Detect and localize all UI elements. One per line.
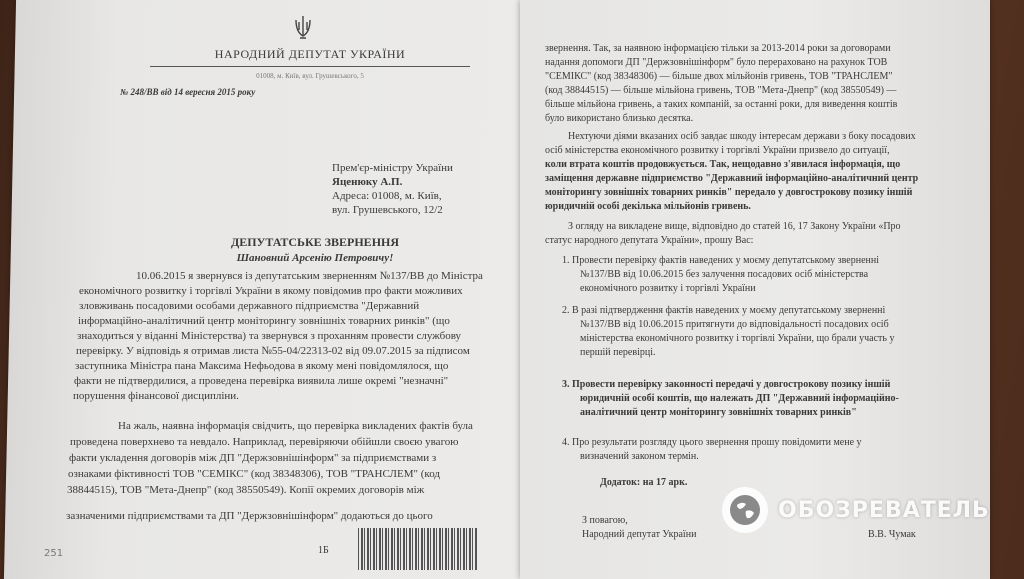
- globe-logo-icon: [722, 487, 768, 533]
- signatory-name: В.В. Чумак: [868, 529, 916, 540]
- body-line: знаходиться у віданні Міністерства) та звернувся з проханням провести службову: [77, 330, 462, 342]
- addressee-line-4: вул. Грушевського, 12/2: [332, 204, 443, 216]
- body-line: зазначеними підприємствами та ДП "Держзовнішінформ" додаються до цього: [66, 510, 433, 522]
- body-line: (код 38844515) — більше мільйона гривень, ТОВ "Мета-Днепр" (код 38550549) —: [545, 85, 897, 96]
- body-line: На жаль, наявна інформація свідчить, що перевірка викладених фактів була: [118, 420, 473, 432]
- request-item-3-line: 3. Провести перевірку законності передачі у довгострокову позику іншій: [562, 379, 891, 390]
- body-line: інформаційно-аналітичний центр моніторингу зовнішніх товарних ринків" (що: [78, 315, 450, 327]
- request-item-3-line: аналітичний центр моніторингу зовнішніх товарних ринків": [580, 407, 857, 418]
- body-line: З огляду на викладене вище, відповідно до статей 16, 17 Закону України «Про: [568, 221, 901, 232]
- body-line: 38844515), ТОВ "Мета-Днепр" (код 38550549). Копії окремих договорів між: [67, 484, 425, 496]
- handwritten-note: 251: [44, 548, 64, 559]
- body-line: юридичній особі декілька мільйонів гривень.: [545, 201, 751, 212]
- registration-barcode: [358, 528, 478, 570]
- request-item-2-line: 2. В разі підтвердження фактів наведених у моєму депутатському зверненні: [562, 305, 886, 316]
- body-line: осіб міністерства економічного розвитку і торгівлі України призвело до ситуації,: [545, 145, 890, 156]
- reference-number: № 248/ВВ від 14 вересня 2015 року: [120, 87, 256, 97]
- document-heading: ДЕПУТАТСЬКЕ ЗВЕРНЕННЯ: [230, 235, 400, 249]
- watermark-text: ОБОЗРЕВАТЕЛЬ: [778, 497, 990, 523]
- salutation: Шановний Арсенію Петровичу!: [236, 252, 394, 264]
- addressee-line-3: Адреса: 01008, м. Київ,: [332, 190, 442, 202]
- body-line: факти не підтвердилися, а проведена перевірка виявила лише окремі "незначні": [74, 375, 449, 387]
- page-number: 1Б: [318, 545, 329, 556]
- body-line: заступника Міністра пана Максима Нефьодова в якому мені повідомлялося, що: [75, 360, 449, 372]
- body-line: "СЕМІКС" (код 38348306) — більше двох мільйонів гривень, ТОВ "ТРАНСЛЕМ": [545, 71, 893, 82]
- body-line: заміщення державне підприємство "Державний інформаційно-аналітичний центр: [545, 173, 919, 184]
- letterhead-address: 01008, м. Київ, вул. Грушевського, 5: [256, 72, 364, 80]
- watermark-logo: [722, 487, 990, 533]
- trident-emblem-icon: [292, 14, 314, 42]
- body-line: моніторингу зовнішніх товарних ринків" передало у довгострокову позику іншій: [545, 187, 913, 198]
- body-line: проведена поверхнево та невдало. Наприклад, перевіряючи обійшли своєю увагою: [70, 436, 459, 448]
- closing-regards: З повагою,: [582, 515, 628, 526]
- body-line: Нехтуючи діями вказаних осіб завдає шкоду інтересам держави з боку посадових: [568, 131, 916, 142]
- request-item-2-line: №137/ВВ від 10.06.2015 притягнути до відповідальності посадових осіб: [580, 319, 889, 330]
- body-line: надання допомоги ДП "Держзовнішінформ" було перераховано на рахунок ТОВ: [545, 57, 888, 68]
- addressee-line-2: Яценюку А.П.: [332, 176, 403, 188]
- attachment-note: Додаток: на 17 арк.: [600, 477, 688, 488]
- body-line: економічного розвитку і торгівлі України в якому повідомив про факти можливих: [79, 285, 463, 297]
- letterhead-title: НАРОДНИЙ ДЕПУТАТ УКРАЇНИ: [214, 47, 406, 61]
- body-line: 10.06.2015 я звернувся із депутатським зверненням №137/ВВ до Міністра: [136, 270, 483, 282]
- body-line: було використано близько десятка.: [545, 113, 694, 124]
- request-item-1-line: економічного розвитку і торгівлі України: [580, 283, 756, 294]
- request-item-1-line: №137/ВВ від 10.06.2015 без залучення посадових осіб міністерства: [580, 269, 869, 280]
- body-line: факти укладення договорів між ДП "Держзовнішінформ" за підприємствами з: [69, 452, 437, 464]
- body-line: коли втрата коштів продовжується. Так, нещодавно з'явилася інформація, що: [545, 159, 901, 170]
- closing-title: Народний депутат України: [582, 529, 697, 540]
- body-line: статус народного депутата України», прошу Вас:: [545, 235, 754, 246]
- request-item-3-line: юридичній особі коштів, що належать ДП "Державний інформаційно-: [580, 393, 899, 404]
- request-item-4-line: 4. Про результати розгляду цього звернення прошу повідомити мене у: [562, 437, 862, 448]
- request-item-4-line: визначений законом термін.: [580, 451, 699, 462]
- request-item-2-line: першій перевірці.: [580, 347, 656, 358]
- request-item-1-line: 1. Провести перевірку фактів наведених у моєму депутатському зверненні: [562, 255, 879, 266]
- addressee-line-1: Прем'єр-міністру України: [332, 162, 453, 174]
- letterhead-divider: [150, 66, 470, 67]
- body-line: звернення. Так, за наявною інформацією тільки за 2013-2014 роки за договорами: [545, 43, 891, 54]
- body-line: зловживань посадовими особами державного підприємства "Державний: [79, 300, 420, 312]
- body-line: порушення фінансової дисципліни.: [73, 390, 239, 402]
- body-line: перевірку. У відповідь я отримав листа №55-04/22313-02 від 09.07.2015 за підписом: [76, 345, 470, 357]
- request-item-2-line: міністерства економічного розвитку і торгівлі України, що брали участь у: [580, 333, 895, 344]
- body-line: ознаками фіктивності ТОВ "СЕМІКС" (код 38348306), ТОВ "ТРАНСЛЕМ" (код: [68, 468, 440, 480]
- body-line: більше мільйона гривень, а таких компаній, за останні роки, для виведення коштів: [545, 99, 898, 110]
